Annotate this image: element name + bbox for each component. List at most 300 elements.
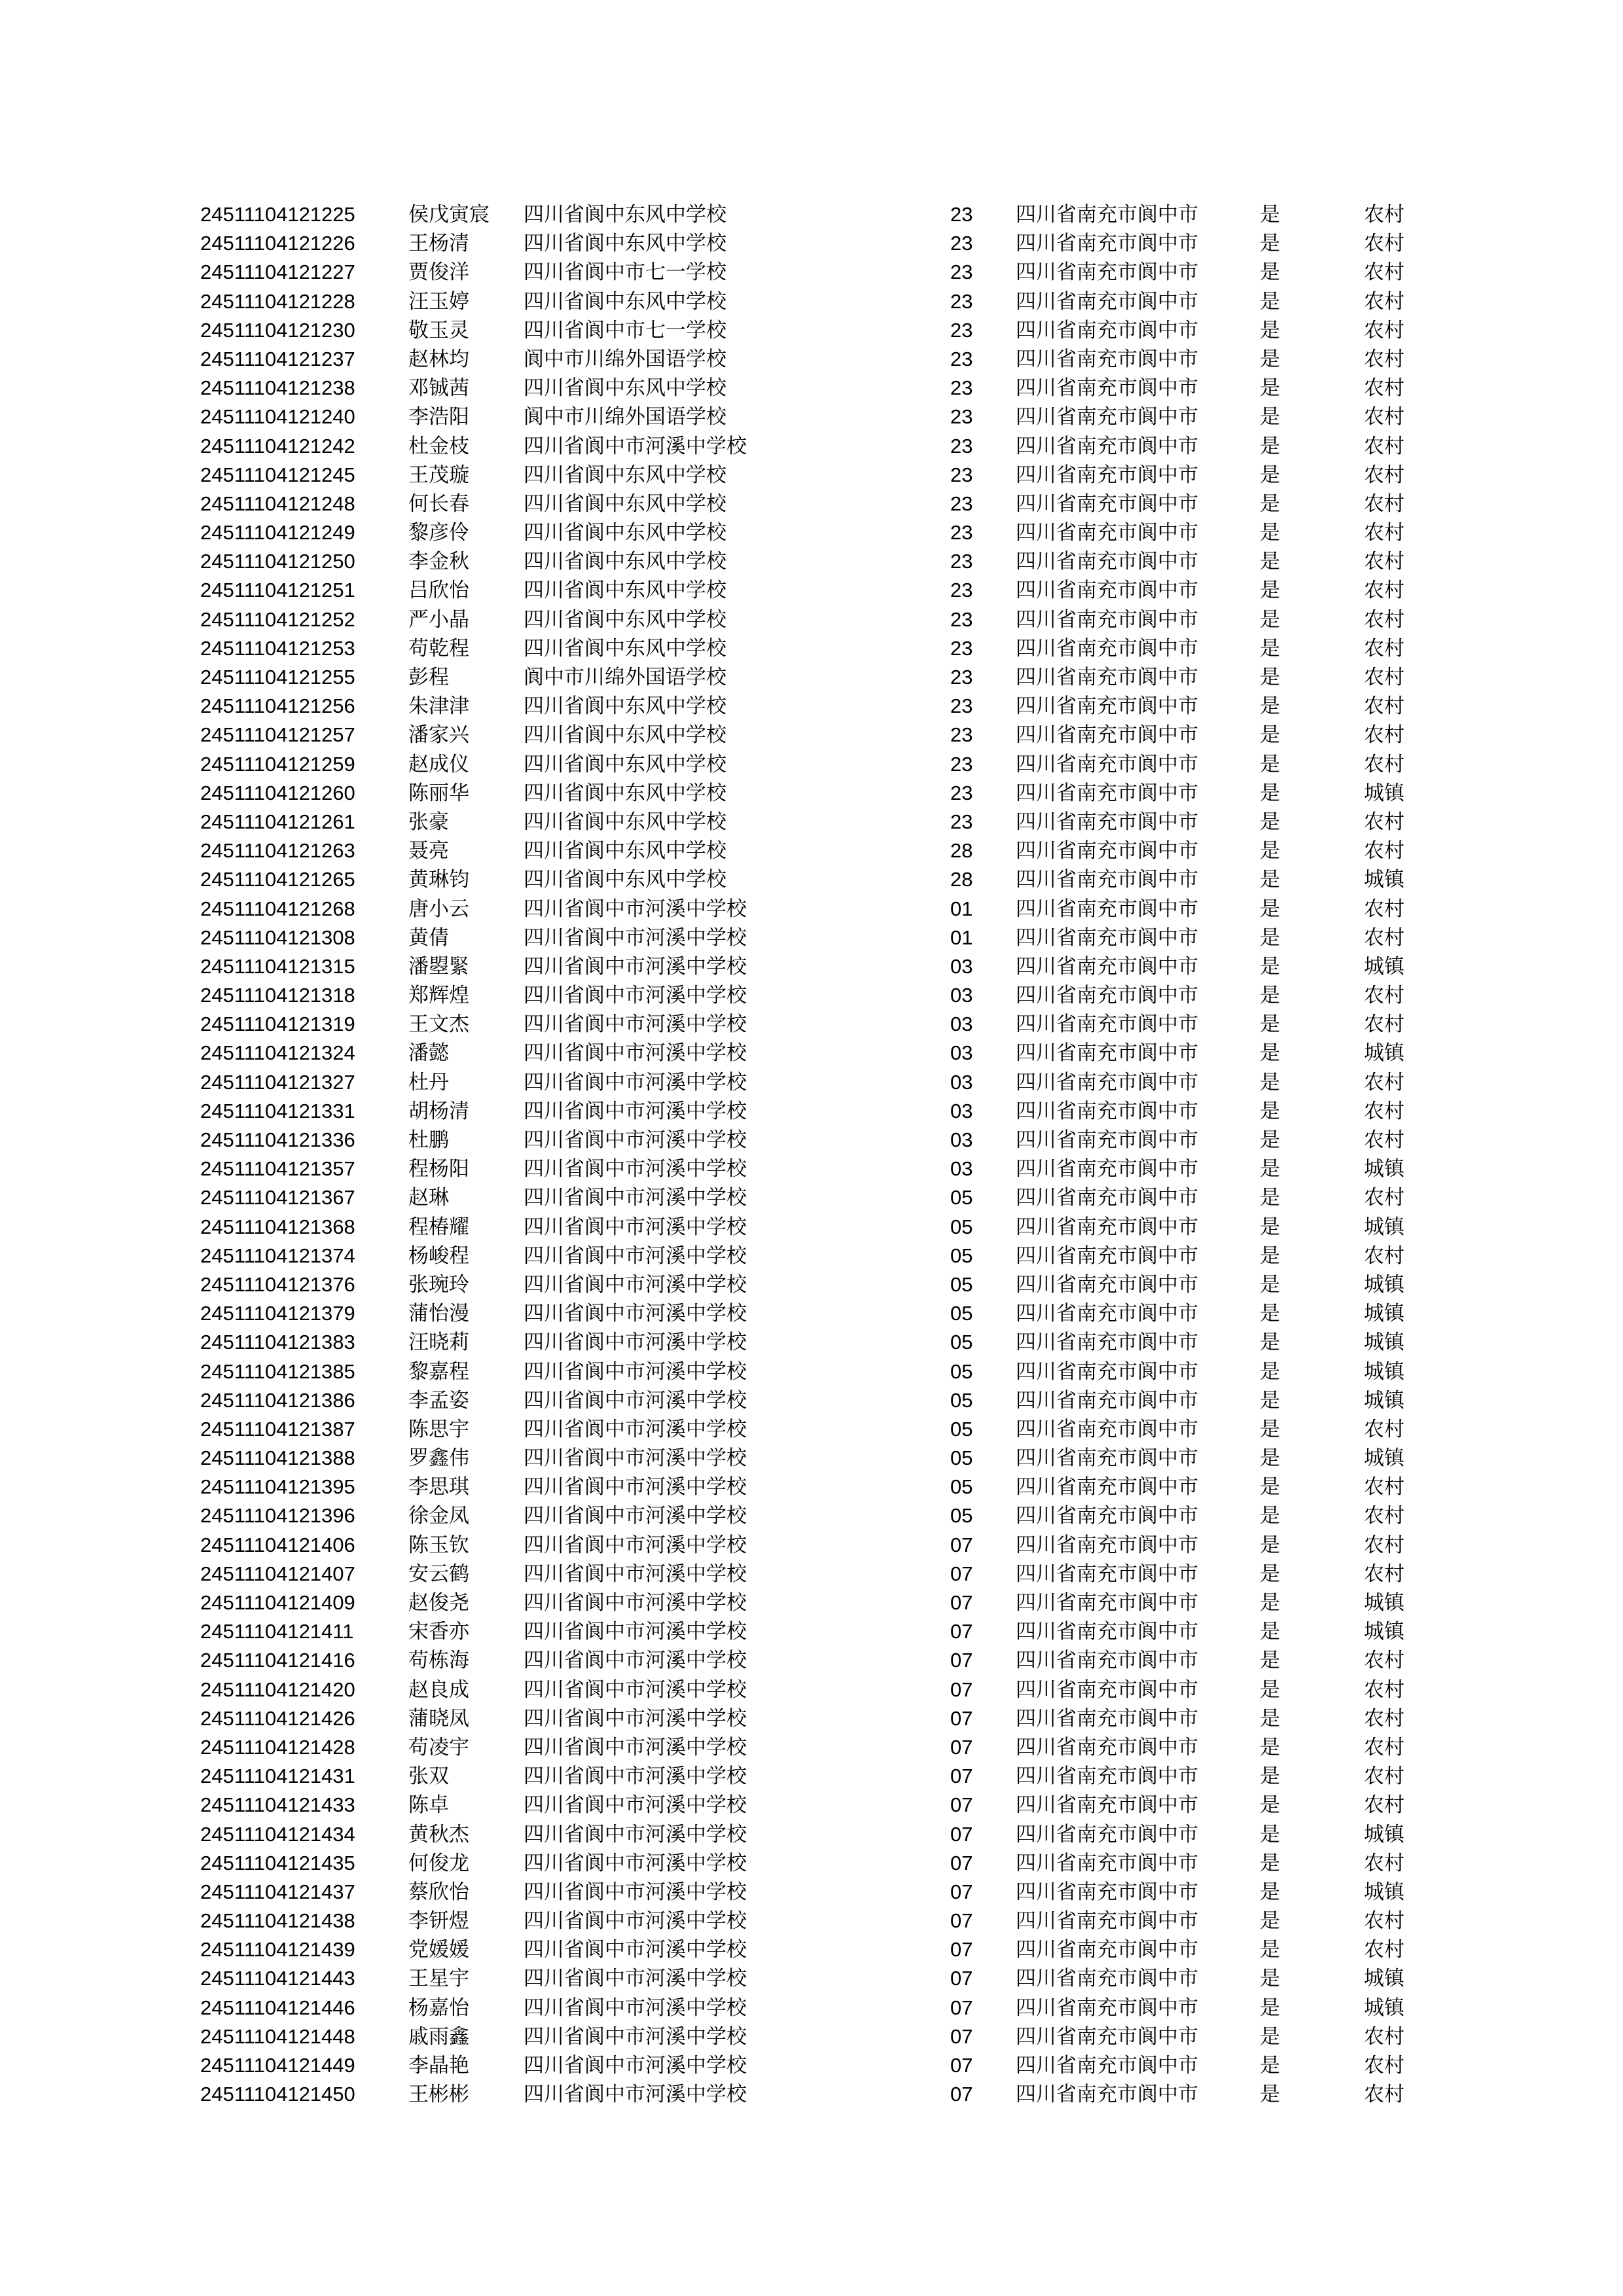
urban-rural-type-cell: 农村 xyxy=(1364,1070,1404,1094)
eligibility-flag-cell: 是 xyxy=(1260,1677,1280,1702)
category-code-cell: 23 xyxy=(950,434,973,457)
student-name-cell: 赵良成 xyxy=(408,1677,469,1702)
registered-region-cell: 四川省南充市阆中市 xyxy=(1016,1938,1198,1962)
school-name-cell: 四川省阆中市河溪中学校 xyxy=(524,1967,747,1991)
category-code-cell: 03 xyxy=(950,1070,973,1094)
urban-rural-type-cell: 农村 xyxy=(1364,579,1404,603)
school-name-cell: 四川省阆中市河溪中学校 xyxy=(524,954,747,978)
school-name-cell: 四川省阆中市河溪中学校 xyxy=(524,1331,747,1355)
school-name-cell: 四川省阆中东风中学校 xyxy=(524,550,726,574)
school-name-cell: 四川省阆中市河溪中学校 xyxy=(524,2024,747,2049)
registered-region-cell: 四川省南充市阆中市 xyxy=(1016,463,1198,487)
school-name-cell: 四川省阆中市河溪中学校 xyxy=(524,434,747,458)
urban-rural-type-cell: 农村 xyxy=(1364,1677,1404,1702)
registered-region-cell: 四川省南充市阆中市 xyxy=(1016,405,1198,429)
urban-rural-type-cell: 农村 xyxy=(1364,839,1404,863)
urban-rural-type-cell: 农村 xyxy=(1364,1128,1404,1152)
category-code-cell: 07 xyxy=(950,1706,973,1730)
school-name-cell: 四川省阆中市河溪中学校 xyxy=(524,1909,747,1933)
school-name-cell: 四川省阆中市河溪中学校 xyxy=(524,2054,747,2077)
exam-number-cell: 24511104121225 xyxy=(200,203,355,226)
registered-region-cell: 四川省南充市阆中市 xyxy=(1016,579,1198,603)
category-code-cell: 28 xyxy=(950,839,973,863)
table-row xyxy=(0,1386,1623,1415)
registered-region-cell: 四川省南充市阆中市 xyxy=(1016,636,1198,660)
category-code-cell: 05 xyxy=(950,1215,973,1238)
urban-rural-type-cell: 农村 xyxy=(1364,1186,1404,1210)
urban-rural-type-cell: 农村 xyxy=(1364,1417,1404,1441)
table-row xyxy=(0,1964,1623,1993)
category-code-cell: 07 xyxy=(950,1765,973,1788)
eligibility-flag-cell: 是 xyxy=(1260,318,1280,342)
exam-number-cell: 24511104121245 xyxy=(200,463,355,486)
exam-number-cell: 24511104121433 xyxy=(200,1793,355,1817)
table-row xyxy=(0,1935,1623,1964)
urban-rural-type-cell: 城镇 xyxy=(1364,1359,1404,1384)
urban-rural-type-cell: 农村 xyxy=(1364,260,1404,285)
table-row xyxy=(0,779,1623,808)
table-row xyxy=(0,1242,1623,1270)
registered-region-cell: 四川省南充市阆中市 xyxy=(1016,347,1198,371)
urban-rural-type-cell: 农村 xyxy=(1364,1533,1404,1557)
category-code-cell: 23 xyxy=(950,694,973,718)
exam-number-cell: 24511104121396 xyxy=(200,1504,355,1528)
eligibility-flag-cell: 是 xyxy=(1260,376,1280,401)
school-name-cell: 四川省阆中东风中学校 xyxy=(524,810,726,834)
eligibility-flag-cell: 是 xyxy=(1260,1359,1280,1384)
urban-rural-type-cell: 农村 xyxy=(1364,636,1404,660)
eligibility-flag-cell: 是 xyxy=(1260,1591,1280,1615)
urban-rural-type-cell: 农村 xyxy=(1364,347,1404,371)
urban-rural-type-cell: 农村 xyxy=(1364,1735,1404,1759)
exam-number-cell: 24511104121420 xyxy=(200,1677,355,1701)
eligibility-flag-cell: 是 xyxy=(1260,347,1280,371)
urban-rural-type-cell: 农村 xyxy=(1364,521,1404,545)
student-name-cell: 黄琳钧 xyxy=(408,868,469,892)
eligibility-flag-cell: 是 xyxy=(1260,550,1280,574)
student-name-cell: 汪晓莉 xyxy=(408,1331,469,1355)
eligibility-flag-cell: 是 xyxy=(1260,1272,1280,1297)
category-code-cell: 05 xyxy=(950,1388,973,1412)
registered-region-cell: 四川省南充市阆中市 xyxy=(1016,1822,1198,1846)
school-name-cell: 四川省阆中市河溪中学校 xyxy=(524,2083,747,2107)
school-name-cell: 四川省阆中市河溪中学校 xyxy=(524,1388,747,1412)
exam-number-cell: 24511104121319 xyxy=(200,1013,355,1036)
table-row xyxy=(0,1791,1623,1820)
registered-region-cell: 四川省南充市阆中市 xyxy=(1016,2083,1198,2107)
eligibility-flag-cell: 是 xyxy=(1260,2083,1280,2107)
registered-region-cell: 四川省南充市阆中市 xyxy=(1016,1677,1198,1702)
exam-number-cell: 24511104121248 xyxy=(200,492,355,515)
registered-region-cell: 四川省南充市阆中市 xyxy=(1016,260,1198,285)
table-row xyxy=(0,1183,1623,1212)
student-name-cell: 安云鹤 xyxy=(408,1562,469,1586)
category-code-cell: 23 xyxy=(950,232,973,255)
student-name-cell: 唐小云 xyxy=(408,897,469,921)
student-name-cell: 张豪 xyxy=(408,810,449,834)
table-row xyxy=(0,1328,1623,1357)
exam-number-cell: 24511104121327 xyxy=(200,1070,355,1094)
category-code-cell: 05 xyxy=(950,1359,973,1383)
eligibility-flag-cell: 是 xyxy=(1260,1446,1280,1471)
student-name-cell: 蒲怡漫 xyxy=(408,1302,469,1326)
urban-rural-type-cell: 城镇 xyxy=(1364,1272,1404,1297)
exam-number-cell: 24511104121388 xyxy=(200,1446,355,1470)
school-name-cell: 四川省阆中市河溪中学校 xyxy=(524,1157,747,1181)
registered-region-cell: 四川省南充市阆中市 xyxy=(1016,203,1198,226)
exam-number-cell: 24511104121251 xyxy=(200,579,355,602)
school-name-cell: 四川省阆中市河溪中学校 xyxy=(524,1851,747,1875)
registered-region-cell: 四川省南充市阆中市 xyxy=(1016,954,1198,978)
exam-number-cell: 24511104121237 xyxy=(200,347,355,370)
student-name-cell: 陈思宇 xyxy=(408,1417,469,1441)
school-name-cell: 四川省阆中东风中学校 xyxy=(524,868,726,892)
registered-region-cell: 四川省南充市阆中市 xyxy=(1016,984,1198,1008)
school-name-cell: 四川省阆中市河溪中学校 xyxy=(524,1562,747,1586)
category-code-cell: 07 xyxy=(950,1909,973,1933)
exam-number-cell: 24511104121257 xyxy=(200,723,355,747)
category-code-cell: 23 xyxy=(950,521,973,545)
student-name-cell: 王茂璇 xyxy=(408,463,469,487)
table-row xyxy=(0,605,1623,634)
student-name-cell: 潘曌緊 xyxy=(408,954,469,978)
table-row xyxy=(0,547,1623,576)
student-name-cell: 朱津津 xyxy=(408,694,469,719)
registered-region-cell: 四川省南充市阆中市 xyxy=(1016,1272,1198,1297)
registered-region-cell: 四川省南充市阆中市 xyxy=(1016,1417,1198,1441)
eligibility-flag-cell: 是 xyxy=(1260,463,1280,487)
eligibility-flag-cell: 是 xyxy=(1260,492,1280,516)
school-name-cell: 四川省阆中市河溪中学校 xyxy=(524,1533,747,1557)
exam-number-cell: 24511104121256 xyxy=(200,694,355,718)
eligibility-flag-cell: 是 xyxy=(1260,781,1280,805)
exam-number-cell: 24511104121376 xyxy=(200,1272,355,1296)
exam-number-cell: 24511104121416 xyxy=(200,1649,355,1672)
registered-region-cell: 四川省南充市阆中市 xyxy=(1016,1649,1198,1673)
registered-region-cell: 四川省南充市阆中市 xyxy=(1016,1070,1198,1094)
eligibility-flag-cell: 是 xyxy=(1260,579,1280,603)
table-row xyxy=(0,1097,1623,1126)
urban-rural-type-cell: 农村 xyxy=(1364,1765,1404,1789)
urban-rural-type-cell: 农村 xyxy=(1364,607,1404,632)
category-code-cell: 07 xyxy=(950,1996,973,2019)
table-row xyxy=(0,403,1623,431)
exam-number-cell: 24511104121385 xyxy=(200,1359,355,1383)
table-row xyxy=(0,1126,1623,1155)
eligibility-flag-cell: 是 xyxy=(1260,2024,1280,2049)
student-name-cell: 吕欣怡 xyxy=(408,579,469,603)
exam-number-cell: 24511104121249 xyxy=(200,521,355,545)
urban-rural-type-cell: 农村 xyxy=(1364,232,1404,256)
table-row xyxy=(0,258,1623,287)
category-code-cell: 28 xyxy=(950,868,973,891)
exam-number-cell: 24511104121308 xyxy=(200,925,355,949)
urban-rural-type-cell: 农村 xyxy=(1364,434,1404,458)
student-name-cell: 聂亮 xyxy=(408,839,449,863)
category-code-cell: 07 xyxy=(950,1620,973,1643)
exam-number-cell: 24511104121437 xyxy=(200,1880,355,1903)
category-code-cell: 07 xyxy=(950,2024,973,2048)
table-row xyxy=(0,2051,1623,2080)
school-name-cell: 四川省阆中东风中学校 xyxy=(524,203,726,226)
eligibility-flag-cell: 是 xyxy=(1260,1302,1280,1326)
table-row xyxy=(0,1068,1623,1097)
eligibility-flag-cell: 是 xyxy=(1260,1706,1280,1731)
table-row xyxy=(0,1444,1623,1473)
school-name-cell: 四川省阆中市河溪中学校 xyxy=(524,1272,747,1297)
school-name-cell: 四川省阆中东风中学校 xyxy=(524,376,726,401)
exam-number-cell: 24511104121238 xyxy=(200,376,355,400)
table-row xyxy=(0,836,1623,865)
category-code-cell: 07 xyxy=(950,1793,973,1817)
table-row xyxy=(0,808,1623,836)
urban-rural-type-cell: 农村 xyxy=(1364,492,1404,516)
category-code-cell: 07 xyxy=(950,1967,973,1990)
category-code-cell: 23 xyxy=(950,347,973,370)
registered-region-cell: 四川省南充市阆中市 xyxy=(1016,1591,1198,1615)
urban-rural-type-cell: 农村 xyxy=(1364,1649,1404,1673)
school-name-cell: 四川省阆中市河溪中学校 xyxy=(524,1099,747,1123)
urban-rural-type-cell: 农村 xyxy=(1364,1793,1404,1818)
table-row xyxy=(0,1733,1623,1762)
table-row xyxy=(0,865,1623,894)
student-name-cell: 邓铖茜 xyxy=(408,376,469,401)
eligibility-flag-cell: 是 xyxy=(1260,1070,1280,1094)
exam-number-cell: 24511104121406 xyxy=(200,1533,355,1556)
student-name-cell: 杜金枝 xyxy=(408,434,469,458)
school-name-cell: 四川省阆中市河溪中学校 xyxy=(524,1938,747,1962)
student-name-cell: 敬玉灵 xyxy=(408,318,469,342)
exam-number-cell: 24511104121242 xyxy=(200,434,355,457)
school-name-cell: 四川省阆中市河溪中学校 xyxy=(524,1070,747,1094)
table-row xyxy=(0,1501,1623,1530)
student-name-cell: 李浩阳 xyxy=(408,405,469,429)
registered-region-cell: 四川省南充市阆中市 xyxy=(1016,2054,1198,2077)
table-row xyxy=(0,1473,1623,1501)
exam-number-cell: 24511104121449 xyxy=(200,2054,355,2077)
table-row xyxy=(0,1994,1623,2022)
exam-number-cell: 24511104121387 xyxy=(200,1417,355,1441)
school-name-cell: 四川省阆中市河溪中学校 xyxy=(524,1417,747,1441)
urban-rural-type-cell: 城镇 xyxy=(1364,781,1404,805)
school-name-cell: 四川省阆中市河溪中学校 xyxy=(524,1475,747,1499)
registered-region-cell: 四川省南充市阆中市 xyxy=(1016,1359,1198,1384)
category-code-cell: 03 xyxy=(950,1157,973,1181)
student-name-cell: 何长春 xyxy=(408,492,469,516)
school-name-cell: 四川省阆中市河溪中学校 xyxy=(524,1128,747,1152)
registered-region-cell: 四川省南充市阆中市 xyxy=(1016,289,1198,314)
eligibility-flag-cell: 是 xyxy=(1260,839,1280,863)
table-row xyxy=(0,1878,1623,1907)
registered-region-cell: 四川省南充市阆中市 xyxy=(1016,1851,1198,1875)
table-row xyxy=(0,1155,1623,1183)
eligibility-flag-cell: 是 xyxy=(1260,636,1280,660)
urban-rural-type-cell: 农村 xyxy=(1364,2083,1404,2107)
exam-number-cell: 24511104121409 xyxy=(200,1591,355,1614)
table-row xyxy=(0,1849,1623,1878)
student-name-cell: 苟凌宇 xyxy=(408,1735,469,1759)
table-row xyxy=(0,1357,1623,1386)
school-name-cell: 四川省阆中市河溪中学校 xyxy=(524,1649,747,1673)
registered-region-cell: 四川省南充市阆中市 xyxy=(1016,376,1198,401)
eligibility-flag-cell: 是 xyxy=(1260,954,1280,978)
registered-region-cell: 四川省南充市阆中市 xyxy=(1016,897,1198,921)
table-row xyxy=(0,1907,1623,1935)
exam-number-cell: 24511104121386 xyxy=(200,1388,355,1412)
table-row xyxy=(0,2080,1623,2109)
urban-rural-type-cell: 城镇 xyxy=(1364,1041,1404,1066)
student-name-cell: 蔡欣怡 xyxy=(408,1880,469,1904)
category-code-cell: 07 xyxy=(950,1591,973,1614)
eligibility-flag-cell: 是 xyxy=(1260,1157,1280,1181)
exam-number-cell: 24511104121336 xyxy=(200,1128,355,1151)
registered-region-cell: 四川省南充市阆中市 xyxy=(1016,1099,1198,1123)
exam-number-cell: 24511104121426 xyxy=(200,1706,355,1730)
registered-region-cell: 四川省南充市阆中市 xyxy=(1016,1013,1198,1037)
exam-number-cell: 24511104121265 xyxy=(200,868,355,891)
table-row xyxy=(0,374,1623,403)
eligibility-flag-cell: 是 xyxy=(1260,1417,1280,1441)
category-code-cell: 03 xyxy=(950,1013,973,1036)
category-code-cell: 05 xyxy=(950,1244,973,1267)
registered-region-cell: 四川省南充市阆中市 xyxy=(1016,1388,1198,1412)
table-row xyxy=(0,1588,1623,1617)
category-code-cell: 23 xyxy=(950,752,973,776)
table-row xyxy=(0,1010,1623,1039)
student-name-cell: 李孟姿 xyxy=(408,1388,469,1412)
category-code-cell: 07 xyxy=(950,1735,973,1759)
school-name-cell: 四川省阆中市河溪中学校 xyxy=(524,1620,747,1644)
registered-region-cell: 四川省南充市阆中市 xyxy=(1016,1765,1198,1789)
exam-number-cell: 24511104121315 xyxy=(200,954,355,978)
eligibility-flag-cell: 是 xyxy=(1260,1851,1280,1875)
student-name-cell: 赵俊尧 xyxy=(408,1591,469,1615)
exam-number-cell: 24511104121228 xyxy=(200,289,355,313)
eligibility-flag-cell: 是 xyxy=(1260,1186,1280,1210)
table-row xyxy=(0,634,1623,663)
urban-rural-type-cell: 农村 xyxy=(1364,723,1404,747)
category-code-cell: 03 xyxy=(950,1099,973,1122)
student-name-cell: 戚雨鑫 xyxy=(408,2024,469,2049)
category-code-cell: 03 xyxy=(950,954,973,978)
eligibility-flag-cell: 是 xyxy=(1260,203,1280,226)
eligibility-flag-cell: 是 xyxy=(1260,1533,1280,1557)
category-code-cell: 07 xyxy=(950,2054,973,2077)
table-row xyxy=(0,721,1623,749)
student-name-cell: 郑辉煌 xyxy=(408,984,469,1008)
student-name-cell: 贾俊洋 xyxy=(408,260,469,285)
table-row xyxy=(0,345,1623,374)
student-name-cell: 杜鹏 xyxy=(408,1128,449,1152)
eligibility-flag-cell: 是 xyxy=(1260,1244,1280,1268)
category-code-cell: 01 xyxy=(950,897,973,920)
urban-rural-type-cell: 农村 xyxy=(1364,405,1404,429)
category-code-cell: 05 xyxy=(950,1272,973,1296)
table-row xyxy=(0,518,1623,547)
urban-rural-type-cell: 农村 xyxy=(1364,694,1404,719)
urban-rural-type-cell: 农村 xyxy=(1364,897,1404,921)
urban-rural-type-cell: 城镇 xyxy=(1364,1446,1404,1471)
registered-region-cell: 四川省南充市阆中市 xyxy=(1016,521,1198,545)
registered-region-cell: 四川省南充市阆中市 xyxy=(1016,868,1198,892)
student-name-cell: 李思琪 xyxy=(408,1475,469,1499)
category-code-cell: 23 xyxy=(950,666,973,689)
category-code-cell: 01 xyxy=(950,925,973,949)
exam-number-cell: 24511104121227 xyxy=(200,260,355,284)
exam-number-cell: 24511104121379 xyxy=(200,1302,355,1325)
student-name-cell: 潘懿 xyxy=(408,1041,449,1066)
school-name-cell: 四川省阆中市河溪中学校 xyxy=(524,1880,747,1904)
student-name-cell: 程杨阳 xyxy=(408,1157,469,1181)
exam-number-cell: 24511104121439 xyxy=(200,1938,355,1962)
table-row xyxy=(0,1820,1623,1849)
urban-rural-type-cell: 农村 xyxy=(1364,925,1404,950)
table-row xyxy=(0,2022,1623,2051)
exam-number-cell: 24511104121357 xyxy=(200,1157,355,1181)
table-row xyxy=(0,692,1623,721)
urban-rural-type-cell: 农村 xyxy=(1364,984,1404,1008)
eligibility-flag-cell: 是 xyxy=(1260,1475,1280,1499)
registered-region-cell: 四川省南充市阆中市 xyxy=(1016,1967,1198,1991)
category-code-cell: 07 xyxy=(950,1677,973,1701)
category-code-cell: 07 xyxy=(950,1880,973,1903)
school-name-cell: 四川省阆中市河溪中学校 xyxy=(524,897,747,921)
exam-number-cell: 24511104121253 xyxy=(200,636,355,660)
category-code-cell: 03 xyxy=(950,1128,973,1151)
eligibility-flag-cell: 是 xyxy=(1260,1562,1280,1586)
table-row xyxy=(0,461,1623,490)
eligibility-flag-cell: 是 xyxy=(1260,1041,1280,1066)
student-name-cell: 李金秋 xyxy=(408,550,469,574)
school-name-cell: 四川省阆中东风中学校 xyxy=(524,752,726,776)
school-name-cell: 四川省阆中市河溪中学校 xyxy=(524,1013,747,1037)
exam-number-cell: 24511104121331 xyxy=(200,1099,355,1122)
eligibility-flag-cell: 是 xyxy=(1260,1388,1280,1412)
registered-region-cell: 四川省南充市阆中市 xyxy=(1016,232,1198,256)
registered-region-cell: 四川省南充市阆中市 xyxy=(1016,1041,1198,1066)
eligibility-flag-cell: 是 xyxy=(1260,289,1280,314)
exam-number-cell: 24511104121446 xyxy=(200,1996,355,2019)
urban-rural-type-cell: 城镇 xyxy=(1364,1331,1404,1355)
student-name-cell: 王杨清 xyxy=(408,232,469,256)
urban-rural-type-cell: 城镇 xyxy=(1364,1388,1404,1412)
registered-region-cell: 四川省南充市阆中市 xyxy=(1016,1562,1198,1586)
table-row xyxy=(0,1531,1623,1560)
registered-region-cell: 四川省南充市阆中市 xyxy=(1016,1504,1198,1528)
exam-number-cell: 24511104121395 xyxy=(200,1475,355,1499)
student-name-cell: 陈玉钦 xyxy=(408,1533,469,1557)
urban-rural-type-cell: 城镇 xyxy=(1364,1880,1404,1904)
registered-region-cell: 四川省南充市阆中市 xyxy=(1016,492,1198,516)
school-name-cell: 四川省阆中市河溪中学校 xyxy=(524,1793,747,1818)
urban-rural-type-cell: 农村 xyxy=(1364,376,1404,401)
category-code-cell: 23 xyxy=(950,723,973,747)
registered-region-cell: 四川省南充市阆中市 xyxy=(1016,839,1198,863)
school-name-cell: 四川省阆中市河溪中学校 xyxy=(524,925,747,950)
registered-region-cell: 四川省南充市阆中市 xyxy=(1016,1302,1198,1326)
eligibility-flag-cell: 是 xyxy=(1260,1128,1280,1152)
registered-region-cell: 四川省南充市阆中市 xyxy=(1016,1157,1198,1181)
registered-region-cell: 四川省南充市阆中市 xyxy=(1016,1475,1198,1499)
registered-region-cell: 四川省南充市阆中市 xyxy=(1016,434,1198,458)
exam-number-cell: 24511104121411 xyxy=(200,1620,354,1643)
eligibility-flag-cell: 是 xyxy=(1260,607,1280,632)
eligibility-flag-cell: 是 xyxy=(1260,1649,1280,1673)
registered-region-cell: 四川省南充市阆中市 xyxy=(1016,1880,1198,1904)
registered-region-cell: 四川省南充市阆中市 xyxy=(1016,1128,1198,1152)
category-code-cell: 23 xyxy=(950,289,973,313)
eligibility-flag-cell: 是 xyxy=(1260,434,1280,458)
